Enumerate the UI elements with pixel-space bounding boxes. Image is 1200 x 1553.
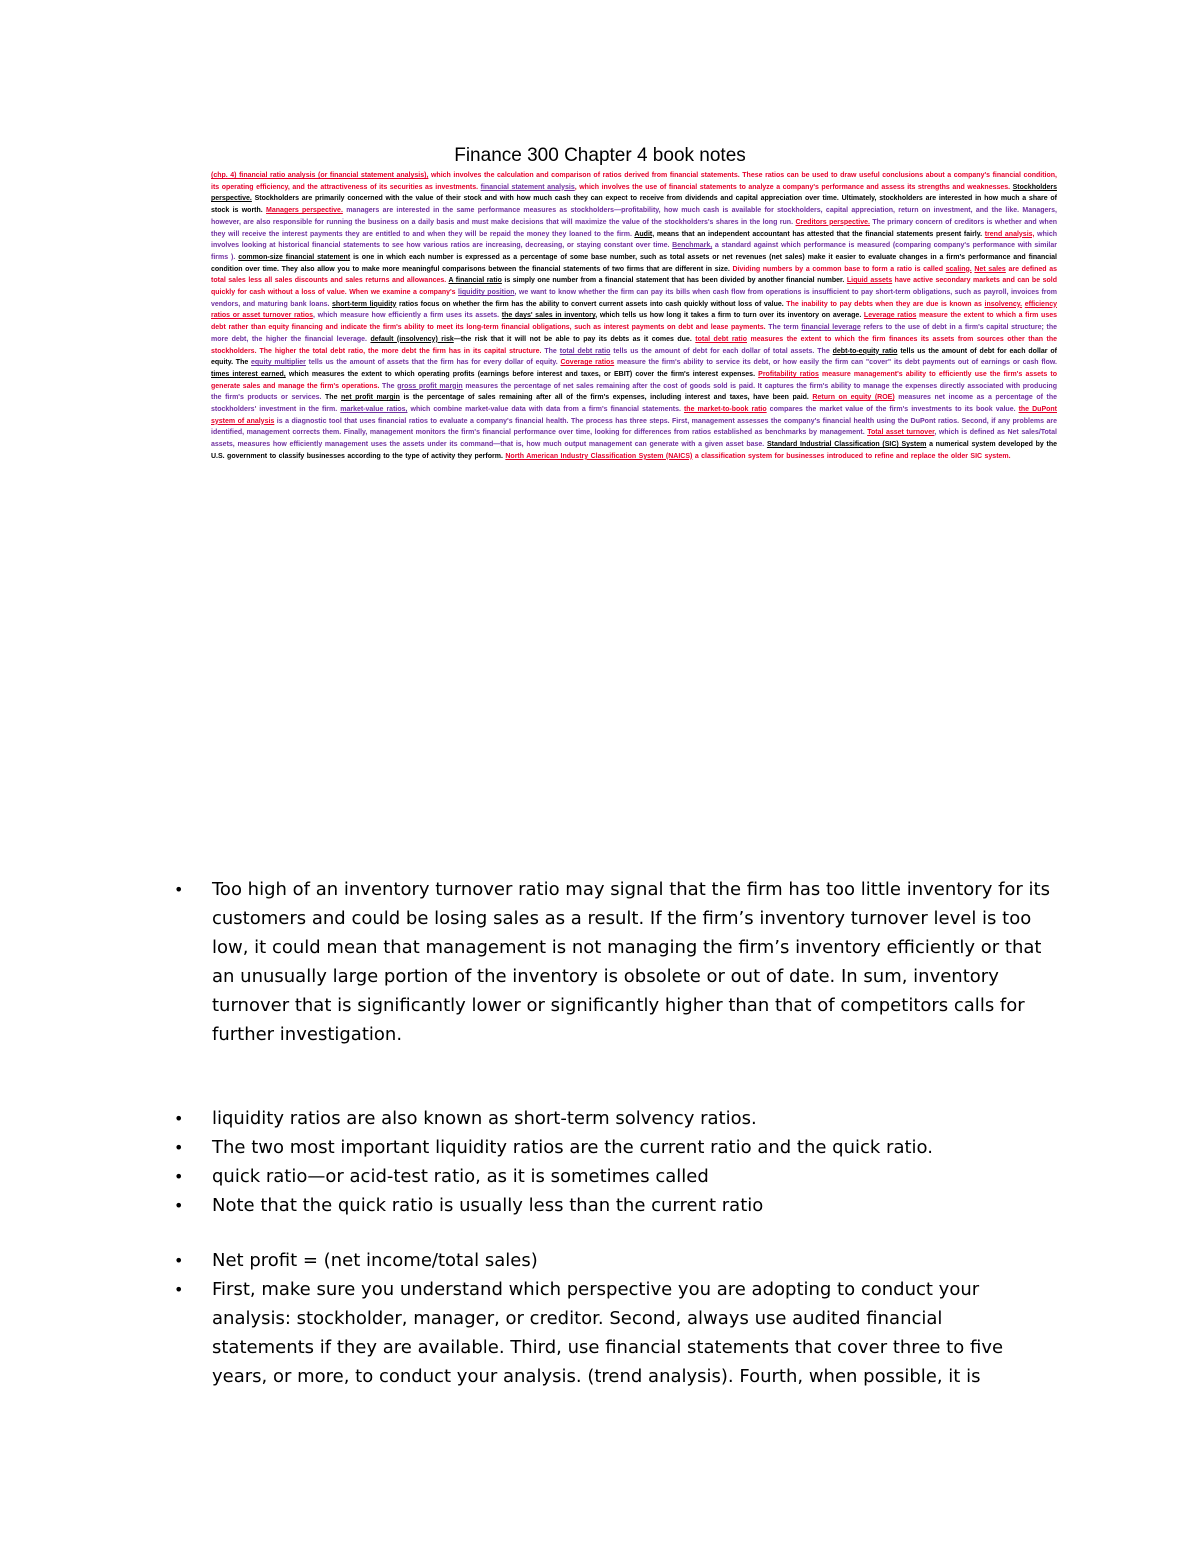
notes-segment: common-size financial statement xyxy=(238,253,351,261)
notes-segment: Benchmark, xyxy=(672,242,713,250)
notes-segment: financial leverage xyxy=(801,324,861,332)
notes-segment: which involves looking at historical financial statements to see how various ratios are increasing, decreasing, or staying constant over time. xyxy=(211,230,1057,250)
notes-segment: The term xyxy=(768,324,802,332)
notes-segment: measure the extent to which a firm uses debt rather than equity financing and indicate the firm's ability to meet its long-term financial obligations, such as interest payments on debt and lease payments. xyxy=(211,312,1057,332)
notes-segment: is simply one number from a financial statement that has been divided by another financial number. xyxy=(501,277,847,285)
notes-segment: times interest earned, xyxy=(211,370,286,378)
notes-segment: measures the extent to which the firm finances its assets from sources other than the stockholders. The higher the total debt ratio, the more debt the firm has in its capital structure. xyxy=(211,335,1057,355)
notes-segment: is the percentage of sales remaining after all of the firm's expenses, including interest and taxes, have been paid. xyxy=(399,394,813,402)
bullet-text: Note that the quick ratio is usually less than the current ratio xyxy=(212,1195,764,1216)
notes-segment: total debt ratio xyxy=(559,347,611,355)
bullet-icon: • xyxy=(174,880,184,899)
bullet-item xyxy=(170,1133,1050,1162)
bullet-item xyxy=(170,1162,1050,1191)
notes-segment: Total asset turnover xyxy=(867,429,935,437)
notes-segment: , which measure how efficiently a firm uses its assets. xyxy=(313,312,502,320)
notes-segment: Liquid assets xyxy=(846,277,893,285)
notes-segment: Coverage ratios xyxy=(560,359,615,367)
bullet-text: The two most important liquidity ratios are the current ratio and the quick ratio. xyxy=(212,1137,933,1158)
notes-segment: Profitability ratios xyxy=(758,370,819,378)
bullet-icon: • xyxy=(174,1109,184,1128)
notes-segment: the days' sales in inventory xyxy=(501,312,596,320)
notes-segment: tells us the amount of debt for each dollar of equity. The xyxy=(211,347,1057,367)
notes-segment: —the risk that it will not be able to pay its debts as it comes due. xyxy=(453,335,696,343)
notes-segment: , which involves the use of financial statements to analyze a company's performance and assess its strengths and weaknesses. xyxy=(574,183,1013,191)
bullet-icon: • xyxy=(174,1280,184,1299)
notes-segment: is a diagnostic tool that uses financial ratios to evaluate a company's financial health. The process has three steps. First, management assesses the company's financial health using the DuPont ratios. Second, if any problems are identified, management corrects them. Finally, management monitors the firm's financial performance over time, looking for differences from ratios established as benchmarks by management. xyxy=(211,417,1057,437)
notes-segment: Stockholders are primarily concerned with the value of their stock and with how much cash they can expect to receive from dividends and capital appreciation over time. Ultimately, stockholders are interested in how much a share of stock is worth. xyxy=(211,195,1057,215)
notes-segment: Creditors perspective. xyxy=(795,218,870,226)
notes-segment: have active secondary markets and can be sold quickly for cash without a loss of value. When we examine a company's xyxy=(211,277,1057,297)
bullet-item xyxy=(170,875,1050,1049)
notes-segment: is one in which each number is expressed as a percentage of some base number, such as total assets or net revenues (net sales) make it easier to evaluate changes in a firm's performance and financial condition over time. They also allow you to make more meaningful comparisons between the financial statements of two firms that are different in size. xyxy=(211,253,1057,273)
notes-segment: measures the percentage of net sales remaining after the cost of goods sold is paid. It captures the firm's ability to manage the expenses directly associated with producing the firm's products or services. xyxy=(211,382,1057,402)
bullet-text: Too high of an inventory turnover ratio may signal that the firm has too little inventory for its customers and could be losing sales as a result. If the firm’s inventory turnover level is too low, it could mean that management is not managing the firm’s inventory efficiently or that an unusually large portion of the inventory is obsolete or out of date. In sum, inventory turnover that is significantly lower or significantly higher than that of competitors calls for further investigation. xyxy=(212,879,1050,1045)
notes-segment: measures net income as a percentage of the stockholders' investment in the firm. xyxy=(211,394,1057,414)
notes-segment: tells us the amount of assets that the firm has for every dollar of equity. xyxy=(305,359,561,367)
notes-segment: short-term liquidity xyxy=(332,300,397,308)
bullet-text: Net profit = (net income/total sales) xyxy=(212,1250,538,1271)
notes-segment: a numerical system developed by the U.S. government to classify businesses according to the type of activity they perform. xyxy=(211,441,1057,460)
notes-segment: The primary concern of creditors is whether and when they will receive the interest payments they are entitled to and when they will be repaid the money they loaned to the firm. xyxy=(211,218,1057,238)
notes-segment: ratios focus on whether the firm has the ability to convert current assets into cash quickly without loss of value. xyxy=(396,300,787,308)
notes-segment: gross profit margin xyxy=(397,382,463,390)
dense-notes-paragraph xyxy=(211,170,1057,532)
bullet-icon: • xyxy=(174,1251,184,1270)
document-title: Finance 300 Chapter 4 book notes xyxy=(454,145,746,166)
notes-segment: Net sales xyxy=(974,265,1006,273)
notes-segment: A financial ratio xyxy=(448,277,502,285)
notes-segment: trend analysis, xyxy=(984,230,1035,238)
notes-segment: the DuPont system of analysis xyxy=(211,406,1057,425)
notes-segment: default (insolvency) risk xyxy=(370,335,454,343)
notes-segment: a classification system for businesses introduced to refine and replace the older SIC system. xyxy=(692,452,1011,460)
bullet-item xyxy=(170,1275,1050,1391)
bullet-list-analysis xyxy=(170,1246,1050,1391)
bullet-list-liquidity xyxy=(170,1104,1050,1220)
notes-segment: measure management's ability to efficiently use the firm's assets to generate sales and manage the firm's operations. xyxy=(211,370,1057,390)
bullet-item xyxy=(170,1191,1050,1220)
notes-segment: debt-to-equity ratio xyxy=(832,347,898,355)
notes-segment: tells us the amount of debt for each dollar of total assets. The xyxy=(610,347,833,355)
notes-segment: Managers perspective. xyxy=(266,207,343,215)
notes-segment: scaling. xyxy=(945,265,972,273)
notes-segment: , we want to know whether the firm can pay its bills when cash flow from operations is insufficient to pay short-term obligations, such as payroll, invoices from vendors, and maturing bank loans. xyxy=(211,289,1057,308)
notes-segment: managers are interested in the same performance measures as stockholders—profitability, how much cash is available for stockholders, capital appreciation, return on investment, and the like. Managers, however, are also responsible for running the business on a daily basis and must make decisions that will maximize the value of the stockholders's shares in the long run. xyxy=(211,207,1057,226)
notes-segment: Dividing numbers by a common base to form a ratio is called xyxy=(732,265,946,273)
bullet-text: quick ratio—or acid-test ratio, as it is sometimes called xyxy=(212,1166,709,1187)
notes-segment: measure the firm's ability to service its debt, or how easily the firm can "cover" its debt payments out of earnings or cash flow. xyxy=(614,359,1057,367)
notes-segment: financial statement analysis xyxy=(480,183,575,191)
notes-segment: Audit, xyxy=(634,230,655,238)
bullet-item xyxy=(170,1246,1050,1275)
bullet-text: liquidity ratios are also known as short-term solvency ratios. xyxy=(212,1108,757,1129)
notes-segment: refers to the use of debt in a firm's capital structure; the more debt, the higher the financial leverage. xyxy=(211,324,1057,343)
notes-segment: net profit margin xyxy=(341,394,400,402)
bullet-text: First, make sure you understand which perspective you are adopting to conduct your analysis: stockholder, manager, or creditor. Second, always use audited financial statements if they are available. Third, use financial statements that cover three to five years, or more, to conduct your analysis. (trend analysis). Fourth, when possible, it is xyxy=(212,1279,1004,1387)
notes-segment: The inability to pay debts when they are due is known as xyxy=(786,300,985,308)
notes-segment: which combine market-value data with data from a firm's financial statements. xyxy=(407,406,684,414)
bullet-item xyxy=(170,1104,1050,1133)
notes-segment: the market-to-book ratio xyxy=(683,406,767,414)
notes-segment: liquidity position xyxy=(458,289,515,297)
notes-segment: , which tells us how long it takes a firm to turn over its inventory on average. xyxy=(595,312,864,320)
notes-segment: which involves the calculation and comparison of ratios derived from financial statements. These ratios can be used to draw useful conclusions about a company's financial condition, its operating efficiency, and the attractiveness of its securities as investments. xyxy=(211,172,1057,191)
bullet-icon: • xyxy=(174,1138,184,1157)
notes-segment: , which is defined as Net sales/Total assets, measures how efficiently management uses the assets under its command—that is, how much output management can generate with a given asset base. xyxy=(211,429,1057,449)
bullet-list-inventory xyxy=(170,875,1050,1049)
notes-segment: a standard against which performance is measured (comparing company's performance with similar firms ). xyxy=(211,242,1057,261)
notes-segment: The xyxy=(544,347,560,355)
notes-segment: insolvency. xyxy=(984,300,1023,308)
notes-segment: compares the market value of the firm's investments to its book value. xyxy=(766,406,1019,414)
notes-segment: efficiency ratios or asset turnover ratios xyxy=(211,300,1057,320)
notes-segment: Leverage ratios xyxy=(863,312,917,320)
notes-segment: equity multiplier xyxy=(251,359,306,367)
notes-segment: which measures the extent to which operating profits (earnings before interest and taxes, or EBIT) cover the firm's interest expenses. xyxy=(285,370,759,378)
bullet-icon: • xyxy=(174,1167,184,1186)
notes-segment: are defined as total sales less all sales discounts and sales returns and allowances. xyxy=(211,265,1057,285)
notes-segment: total debt ratio xyxy=(695,335,747,343)
notes-segment: North American Industry Classification System (NAICS) xyxy=(505,452,693,460)
notes-segment: market-value ratios, xyxy=(340,406,408,414)
notes-segment: means that an independent accountant has attested that the financial statements present fairly. xyxy=(654,230,985,238)
notes-segment: The xyxy=(325,394,342,402)
bullet-icon: • xyxy=(174,1196,184,1215)
notes-segment: Standard Industrial Classification (SIC) System xyxy=(766,441,927,449)
notes-segment: (chp. 4) financial ratio analysis (or financial statement analysis), xyxy=(211,172,429,179)
notes-segment: The xyxy=(382,382,398,390)
notes-segment: Stockholders perspective. xyxy=(211,183,1057,203)
notes-segment: Return on equity (ROE) xyxy=(812,394,895,402)
